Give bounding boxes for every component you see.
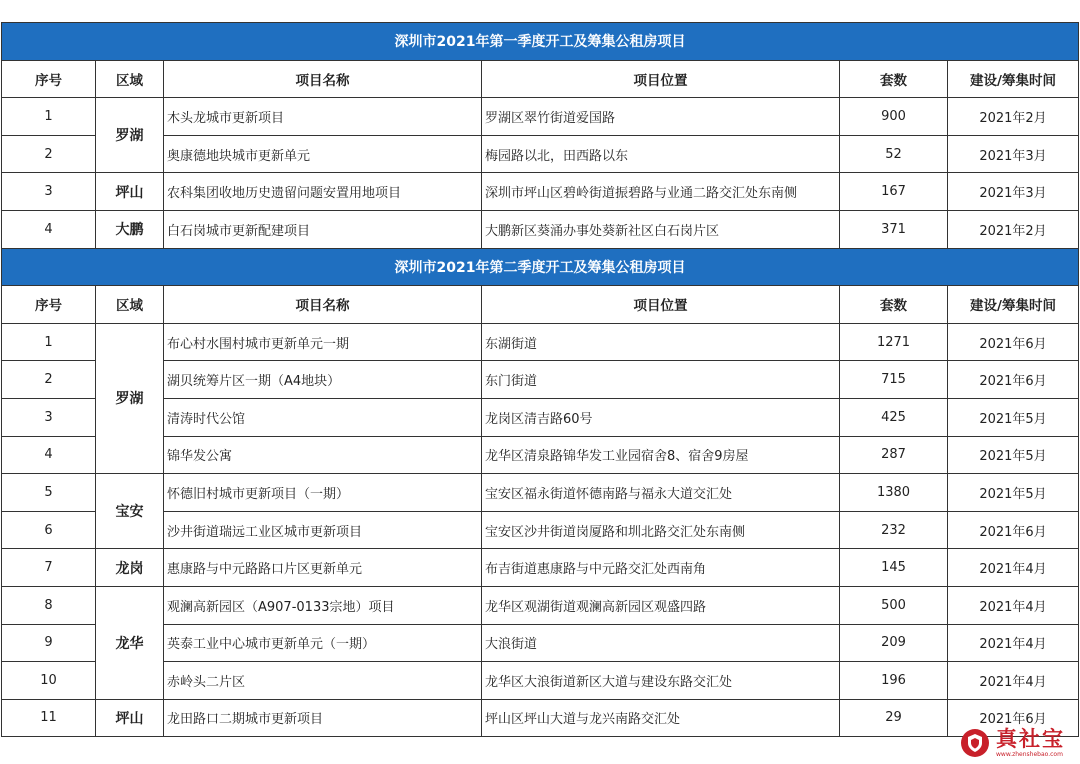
- table-row: [2, 511, 1079, 549]
- cell-region: 罗湖: [96, 323, 164, 473]
- header-units: 套数: [840, 286, 948, 324]
- table-row: [2, 210, 1079, 248]
- cell-units: 1271: [840, 323, 948, 361]
- cell-no: 5: [2, 474, 96, 512]
- cell-name: 英泰工业中心城市更新单元（一期）: [164, 624, 482, 662]
- q2-header-row: [2, 286, 1079, 324]
- cell-no: 8: [2, 586, 96, 624]
- cell-location: 布吉街道惠康路与中元路交汇处西南角: [482, 549, 840, 587]
- q2-title-row: [2, 248, 1079, 286]
- cell-no: 3: [2, 398, 96, 436]
- cell-time: 2021年5月: [948, 398, 1079, 436]
- cell-time: 2021年6月: [948, 511, 1079, 549]
- table-row: [2, 474, 1079, 512]
- cell-name: 赤岭头二片区: [164, 662, 482, 700]
- cell-region: 坪山: [96, 173, 164, 211]
- cell-location: 梅园路以北，田西路以东: [482, 135, 840, 173]
- cell-time: 2021年6月: [948, 699, 1079, 737]
- cell-units: 209: [840, 624, 948, 662]
- cell-units: 500: [840, 586, 948, 624]
- cell-location: 龙华区大浪街道新区大道与建设东路交汇处: [482, 662, 840, 700]
- cell-location: 深圳市坪山区碧岭街道振碧路与业通二路交汇处东南侧: [482, 173, 840, 211]
- table-row: [2, 98, 1079, 136]
- cell-no: 1: [2, 323, 96, 361]
- cell-region: 罗湖: [96, 98, 164, 173]
- table-row: [2, 662, 1079, 700]
- cell-units: 900: [840, 98, 948, 136]
- cell-region: 宝安: [96, 474, 164, 549]
- cell-name: 木头龙城市更新项目: [164, 98, 482, 136]
- cell-no: 2: [2, 135, 96, 173]
- housing-projects-table: [1, 22, 1079, 737]
- cell-time: 2021年4月: [948, 662, 1079, 700]
- q1-title-row: [2, 23, 1079, 61]
- header-location: 项目位置: [482, 286, 840, 324]
- table-row: [2, 624, 1079, 662]
- cell-units: 167: [840, 173, 948, 211]
- cell-units: 145: [840, 549, 948, 587]
- table-row: [2, 135, 1079, 173]
- header-time: 建设/筹集时间: [948, 60, 1079, 98]
- header-no: 序号: [2, 60, 96, 98]
- cell-time: 2021年2月: [948, 210, 1079, 248]
- cell-no: 7: [2, 549, 96, 587]
- cell-no: 9: [2, 624, 96, 662]
- cell-location: 龙华区观湖街道观澜高新园区观盛四路: [482, 586, 840, 624]
- cell-region: 龙华: [96, 586, 164, 699]
- cell-units: 715: [840, 361, 948, 399]
- table-row: [2, 586, 1079, 624]
- cell-time: 2021年5月: [948, 436, 1079, 474]
- cell-name: 湖贝统筹片区一期（A4地块）: [164, 361, 482, 399]
- cell-name: 惠康路与中元路路口片区更新单元: [164, 549, 482, 587]
- cell-no: 1: [2, 98, 96, 136]
- cell-time: 2021年4月: [948, 549, 1079, 587]
- cell-name: 清涛时代公馆: [164, 398, 482, 436]
- table-row: [2, 361, 1079, 399]
- cell-name: 农科集团收地历史遗留问题安置用地项目: [164, 173, 482, 211]
- cell-region: 大鹏: [96, 210, 164, 248]
- cell-units: 371: [840, 210, 948, 248]
- cell-region: 龙岗: [96, 549, 164, 587]
- cell-location: 东湖街道: [482, 323, 840, 361]
- cell-name: 奥康德地块城市更新单元: [164, 135, 482, 173]
- header-region: 区域: [96, 286, 164, 324]
- shield-hands-icon: [960, 728, 990, 758]
- table-row: [2, 549, 1079, 587]
- cell-location: 龙华区清泉路锦华发工业园宿舍8、宿舍9房屋: [482, 436, 840, 474]
- header-units: 套数: [840, 60, 948, 98]
- cell-units: 425: [840, 398, 948, 436]
- cell-location: 东门街道: [482, 361, 840, 399]
- cell-units: 29: [840, 699, 948, 737]
- table-row: [2, 398, 1079, 436]
- cell-time: 2021年2月: [948, 98, 1079, 136]
- cell-name: 白石岗城市更新配建项目: [164, 210, 482, 248]
- cell-time: 2021年6月: [948, 323, 1079, 361]
- table-row: [2, 323, 1079, 361]
- cell-time: 2021年4月: [948, 586, 1079, 624]
- cell-no: 3: [2, 173, 96, 211]
- header-time: 建设/筹集时间: [948, 286, 1079, 324]
- cell-units: 196: [840, 662, 948, 700]
- header-region: 区域: [96, 60, 164, 98]
- cell-location: 宝安区沙井街道岗厦路和圳北路交汇处东南侧: [482, 511, 840, 549]
- cell-no: 4: [2, 436, 96, 474]
- q1-header-row: [2, 60, 1079, 98]
- cell-time: 2021年6月: [948, 361, 1079, 399]
- cell-no: 6: [2, 511, 96, 549]
- cell-location: 坪山区坪山大道与龙兴南路交汇处: [482, 699, 840, 737]
- cell-time: 2021年3月: [948, 135, 1079, 173]
- cell-name: 锦华发公寓: [164, 436, 482, 474]
- header-name: 项目名称: [164, 60, 482, 98]
- cell-location: 罗湖区翠竹街道爱国路: [482, 98, 840, 136]
- cell-time: 2021年4月: [948, 624, 1079, 662]
- q2-title: 深圳市2021年第二季度开工及筹集公租房项目: [2, 248, 1079, 286]
- cell-location: 大浪街道: [482, 624, 840, 662]
- cell-time: 2021年3月: [948, 173, 1079, 211]
- header-no: 序号: [2, 286, 96, 324]
- header-location: 项目位置: [482, 60, 840, 98]
- cell-no: 11: [2, 699, 96, 737]
- cell-name: 布心村水围村城市更新单元一期: [164, 323, 482, 361]
- q1-title: 深圳市2021年第一季度开工及筹集公租房项目: [2, 23, 1079, 61]
- cell-name: 沙井街道瑞远工业区城市更新项目: [164, 511, 482, 549]
- cell-units: 232: [840, 511, 948, 549]
- cell-no: 10: [2, 662, 96, 700]
- cell-units: 52: [840, 135, 948, 173]
- cell-name: 龙田路口二期城市更新项目: [164, 699, 482, 737]
- table-row: [2, 173, 1079, 211]
- cell-location: 大鹏新区葵涌办事处葵新社区白石岗片区: [482, 210, 840, 248]
- watermark-url: www.zhenshebao.com: [996, 750, 1063, 758]
- table-row: [2, 436, 1079, 474]
- cell-name: 怀德旧村城市更新项目（一期）: [164, 474, 482, 512]
- cell-name: 观澜高新园区（A907-0133宗地）项目: [164, 586, 482, 624]
- cell-units: 287: [840, 436, 948, 474]
- cell-region: 坪山: [96, 699, 164, 737]
- cell-no: 2: [2, 361, 96, 399]
- header-name: 项目名称: [164, 286, 482, 324]
- cell-units: 1380: [840, 474, 948, 512]
- cell-time: 2021年5月: [948, 474, 1079, 512]
- cell-no: 4: [2, 210, 96, 248]
- watermark-text: 真社宝: [996, 726, 1065, 751]
- cell-location: 龙岗区清吉路60号: [482, 398, 840, 436]
- watermark-logo: [960, 726, 1072, 760]
- cell-location: 宝安区福永街道怀德南路与福永大道交汇处: [482, 474, 840, 512]
- table-row: [2, 699, 1079, 737]
